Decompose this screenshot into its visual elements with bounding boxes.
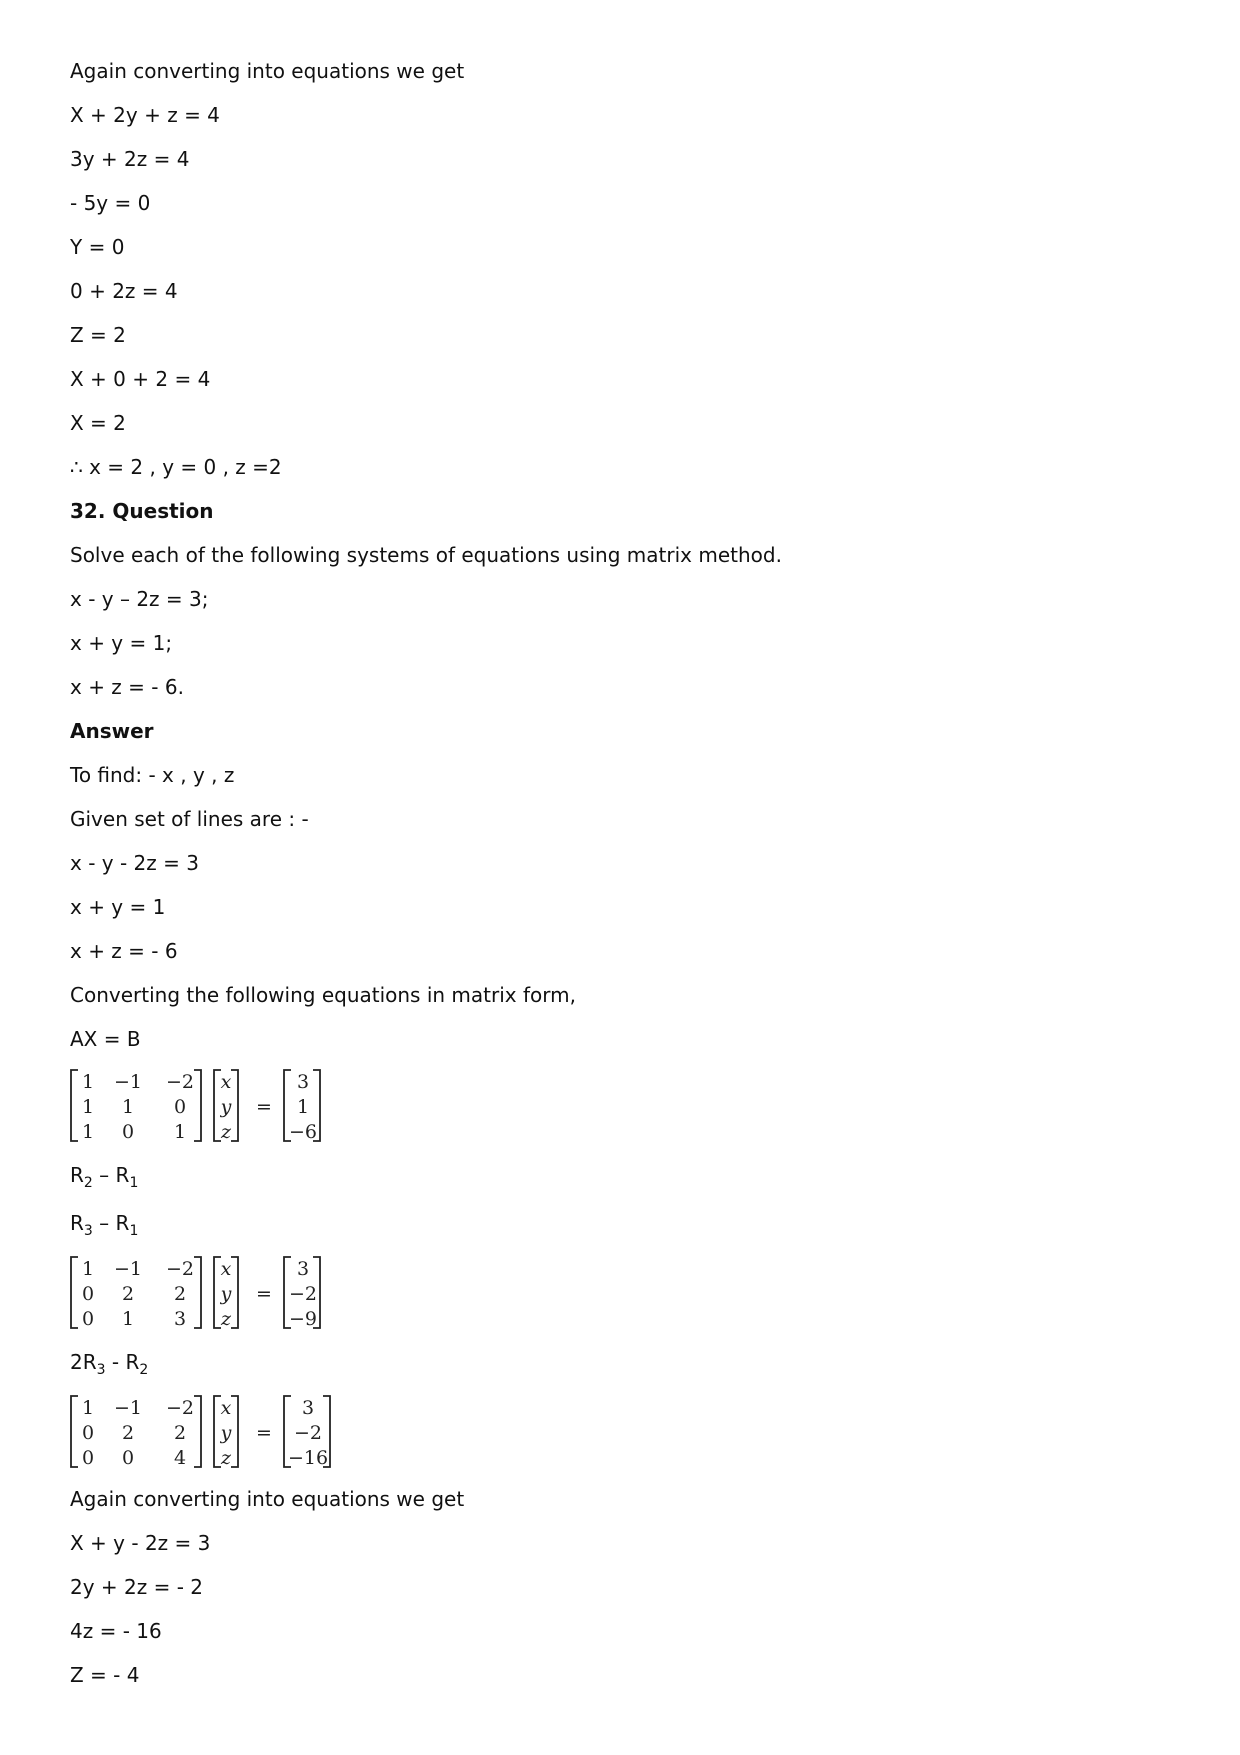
matrix-a-entry: 1 bbox=[121, 1308, 135, 1330]
left-bracket bbox=[71, 1396, 78, 1467]
matrix-b-entry: 1 bbox=[296, 1096, 310, 1118]
matrix-b-entry: −2 bbox=[288, 1283, 318, 1305]
matrix-svg bbox=[68, 1067, 368, 1143]
equation-line: Z = - 4 bbox=[70, 1663, 140, 1687]
equation-line: X + 2y + z = 4 bbox=[70, 103, 220, 127]
text-line: To find: - x , y , z bbox=[70, 763, 235, 787]
matrix-a-entry: 1 bbox=[173, 1121, 187, 1143]
equation-line: 4z = - 16 bbox=[70, 1619, 162, 1643]
op-middle: – R bbox=[92, 1163, 130, 1187]
matrix-a-entry: 2 bbox=[121, 1283, 135, 1305]
text-line: Again converting into equations we get bbox=[70, 59, 465, 83]
matrix-equation bbox=[68, 1254, 368, 1330]
matrix-svg bbox=[68, 1254, 368, 1330]
matrix-a-entry: 1 bbox=[82, 1071, 95, 1093]
op-subscript: 1 bbox=[129, 1175, 139, 1191]
matrix-a-entry: 1 bbox=[82, 1397, 95, 1419]
matrix-a-entry: 0 bbox=[121, 1121, 135, 1143]
equation-line: x - y – 2z = 3; bbox=[70, 587, 209, 611]
right-bracket bbox=[231, 1070, 238, 1141]
equation-line: X + y - 2z = 3 bbox=[70, 1531, 211, 1555]
matrix-x-entry: z bbox=[220, 1308, 232, 1330]
solution-line: ∴ x = 2 , y = 0 , z =2 bbox=[70, 455, 282, 479]
matrix-a-entry: −1 bbox=[113, 1397, 143, 1419]
matrix-x-entry: z bbox=[220, 1121, 232, 1143]
matrix-b-entry: −16 bbox=[287, 1447, 329, 1469]
row-operation bbox=[70, 1163, 138, 1190]
matrix-x-entry: x bbox=[220, 1258, 232, 1280]
right-bracket bbox=[231, 1396, 238, 1467]
equation-line: 3y + 2z = 4 bbox=[70, 147, 190, 171]
matrix-x-entry: x bbox=[220, 1397, 232, 1419]
op-subscript: 3 bbox=[83, 1223, 93, 1239]
matrix-b-entry: 3 bbox=[296, 1071, 310, 1093]
equation-line: - 5y = 0 bbox=[70, 191, 151, 215]
matrix-b-entry: 3 bbox=[296, 1258, 310, 1280]
matrix-a-entry: 3 bbox=[173, 1308, 187, 1330]
equation-line: Z = 2 bbox=[70, 323, 126, 347]
matrix-svg bbox=[68, 1393, 368, 1469]
matrix-a-entry: 0 bbox=[82, 1283, 95, 1305]
matrix-a-entry: 2 bbox=[173, 1422, 187, 1444]
matrix-a-entry: −2 bbox=[165, 1258, 195, 1280]
right-bracket bbox=[194, 1257, 201, 1328]
matrix-x-entry: z bbox=[220, 1447, 232, 1469]
matrix-a-entry: −2 bbox=[165, 1397, 195, 1419]
equation-line: 0 + 2z = 4 bbox=[70, 279, 178, 303]
question-text: Solve each of the following systems of equations using matrix method. bbox=[70, 543, 782, 567]
op-prefix: 2R bbox=[70, 1350, 97, 1374]
equation-line: 2y + 2z = - 2 bbox=[70, 1575, 204, 1599]
equals-sign: = bbox=[256, 1422, 272, 1444]
right-bracket bbox=[231, 1257, 238, 1328]
op-subscript: 3 bbox=[96, 1362, 106, 1378]
equation-line: x - y - 2z = 3 bbox=[70, 851, 199, 875]
matrix-b-entry: −6 bbox=[288, 1121, 318, 1143]
answer-heading: Answer bbox=[70, 719, 154, 743]
matrix-equation bbox=[68, 1393, 368, 1469]
text-line: Converting the following equations in matrix form, bbox=[70, 983, 576, 1007]
text-line: Given set of lines are : - bbox=[70, 807, 309, 831]
matrix-a-entry: −2 bbox=[165, 1071, 195, 1093]
equation-line: x + z = - 6. bbox=[70, 675, 184, 699]
op-prefix: R bbox=[70, 1163, 84, 1187]
equation-line: Y = 0 bbox=[70, 235, 125, 259]
equation-line: X + 0 + 2 = 4 bbox=[70, 367, 211, 391]
matrix-a-entry: 1 bbox=[121, 1096, 135, 1118]
right-bracket bbox=[194, 1070, 201, 1141]
matrix-b-entry: −9 bbox=[288, 1308, 318, 1330]
matrix-x-entry: x bbox=[220, 1071, 232, 1093]
op-prefix: R bbox=[70, 1211, 84, 1235]
text-line: Again converting into equations we get bbox=[70, 1487, 465, 1511]
op-middle: - R bbox=[105, 1350, 140, 1374]
equation-line: X = 2 bbox=[70, 411, 126, 435]
left-bracket bbox=[71, 1257, 78, 1328]
matrix-a-entry: 0 bbox=[82, 1422, 95, 1444]
equation-line: x + y = 1 bbox=[70, 895, 166, 919]
matrix-a-entry: 0 bbox=[173, 1096, 187, 1118]
op-subscript: 1 bbox=[129, 1223, 139, 1239]
equation-line: x + y = 1; bbox=[70, 631, 173, 655]
matrix-x-entry: y bbox=[220, 1096, 232, 1118]
matrix-x-entry: y bbox=[220, 1422, 232, 1444]
matrix-x-entry: y bbox=[220, 1283, 232, 1305]
equals-sign: = bbox=[256, 1096, 272, 1118]
matrix-a-entry: 0 bbox=[82, 1447, 95, 1469]
matrix-a-entry: 2 bbox=[121, 1422, 135, 1444]
equals-sign: = bbox=[256, 1283, 272, 1305]
row-operation bbox=[70, 1350, 148, 1377]
matrix-b-entry: 3 bbox=[301, 1397, 315, 1419]
matrix-a-entry: 4 bbox=[173, 1447, 187, 1469]
matrix-a-entry: 0 bbox=[121, 1447, 135, 1469]
op-subscript: 2 bbox=[83, 1175, 93, 1191]
matrix-equation bbox=[68, 1067, 368, 1143]
matrix-a-entry: −1 bbox=[113, 1258, 143, 1280]
right-bracket bbox=[194, 1396, 201, 1467]
left-bracket bbox=[71, 1070, 78, 1141]
op-middle: – R bbox=[92, 1211, 130, 1235]
op-subscript: 2 bbox=[139, 1362, 149, 1378]
equation-line: x + z = - 6 bbox=[70, 939, 178, 963]
row-operation bbox=[70, 1211, 138, 1238]
matrix-a-entry: 1 bbox=[82, 1096, 95, 1118]
matrix-a-entry: 2 bbox=[173, 1283, 187, 1305]
matrix-a-entry: 1 bbox=[82, 1121, 95, 1143]
matrix-b-entry: −2 bbox=[293, 1422, 323, 1444]
question-heading: 32. Question bbox=[70, 499, 214, 523]
matrix-a-entry: 1 bbox=[82, 1258, 95, 1280]
matrix-a-entry: −1 bbox=[113, 1071, 143, 1093]
equation-line: AX = B bbox=[70, 1027, 141, 1051]
matrix-a-entry: 0 bbox=[82, 1308, 95, 1330]
